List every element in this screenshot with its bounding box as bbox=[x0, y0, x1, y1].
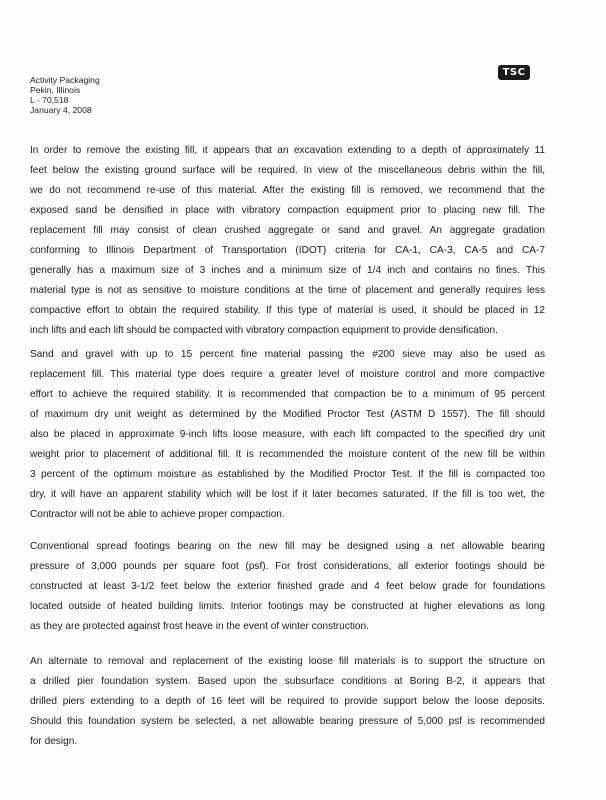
paragraph-drilled-piers bbox=[30, 652, 545, 752]
header-date: January 4, 2008 bbox=[30, 105, 92, 115]
paragraph-line: generally has a maximum size of 3 inches and a minimum size of 1/4 inch and contains no fines. This bbox=[30, 265, 545, 276]
header-location: Pekin, Illinois bbox=[30, 85, 81, 95]
paragraph-line: Should this foundation system be selected, a net allowable bearing pressure of 5,000 psf is recommended bbox=[30, 716, 545, 727]
letter-header bbox=[30, 75, 100, 115]
paragraph-line: weight prior to placement of additional fill. It is recommended the moisture content of the new fill be within bbox=[30, 449, 545, 460]
paragraph-line: 3 percent of the optimum moisture as established by the Modified Proctor Test. If the fill is compacted too bbox=[30, 469, 545, 480]
paragraph-line: feet below the existing ground surface will be required. In view of the miscellaneous debris within the fill, bbox=[30, 165, 545, 176]
paragraph-line: replacement fill may consist of clean crushed aggregate or sand and gravel. An aggregate gradation bbox=[30, 225, 545, 236]
paragraph-line: effort to achieve the required stability. It is recommended that compaction be to a minimum of 95 percent bbox=[30, 389, 545, 400]
paragraph-line: exposed sand be densified in place with vibratory compaction equipment prior to placing new fill. The bbox=[30, 205, 545, 216]
paragraph-line: inch lifts and each lift should be compacted with vibratory compaction equipment to provide densification. bbox=[30, 325, 498, 336]
paragraph-line: we do not recommend re-use of this material. After the existing fill is removed, we recommend that the bbox=[30, 185, 545, 196]
paragraph-line: conforming to Illinois Department of Transportation (IDOT) criteria for CA-1, CA-3, CA-5 and CA-7 bbox=[30, 245, 545, 256]
paragraph-line: Contractor will not be able to achieve proper compaction. bbox=[30, 509, 285, 520]
paragraph-line: compactive effort to obtain the required stability. If this type of material is used, it should be placed in 12 bbox=[30, 305, 545, 316]
paragraph-line: Sand and gravel with up to 15 percent fine material passing the #200 sieve may also be used as bbox=[30, 349, 545, 360]
paragraph-sand-gravel bbox=[30, 345, 545, 525]
paragraph-line: a drilled pier foundation system. Based upon the subsurface conditions at Boring B-2, it appears that bbox=[30, 676, 545, 687]
header-client: Activity Packaging bbox=[30, 75, 100, 85]
paragraph-line: drilled piers extending to a depth of 16 feet will be required to provide support below the loose deposits. bbox=[30, 696, 545, 707]
paragraph-line: located outside of heated building limits. Interior footings may be constructed at higher elevations as long bbox=[30, 601, 545, 612]
paragraph-line: of maximum dry unit weight as determined by the Modified Proctor Test (ASTM D 1557). The fill should bbox=[30, 409, 545, 420]
paragraph-line: material type is not as sensitive to moisture conditions at the time of placement and generally requires less bbox=[30, 285, 545, 296]
paragraph-fill-removal bbox=[30, 141, 545, 341]
paragraph-spread-footings bbox=[30, 537, 545, 637]
paragraph-line: dry, it will have an apparent stability which will be lost if it later becomes saturated. If the fill is too wet, the bbox=[30, 489, 545, 500]
paragraph-line: as they are protected against frost heave in the event of winter construction. bbox=[30, 621, 369, 632]
paragraph-line: In order to remove the existing fill, it appears that an excavation extending to a depth of approximately 11 bbox=[30, 145, 545, 156]
paragraph-line: An alternate to removal and replacement of the existing loose fill materials is to support the structure on bbox=[30, 656, 545, 667]
paragraph-line: replacement fill. This material type does require a greater level of moisture control and more compactive bbox=[30, 369, 545, 380]
paragraph-line: constructed at least 3-1/2 feet below the exterior finished grade and 4 feet below grade for foundations bbox=[30, 581, 545, 592]
paragraph-line: Conventional spread footings bearing on the new fill may be designed using a net allowable bearing bbox=[30, 541, 545, 552]
paragraph-line: pressure of 3,000 pounds per square foot (psf). For frost considerations, all exterior footings should be bbox=[30, 561, 545, 572]
paragraph-line: also be placed in approximate 9-inch lifts loose measure, with each lift compacted to the specified dry unit bbox=[30, 429, 545, 440]
header-project-number: L - 70,518 bbox=[30, 95, 69, 105]
paragraph-line: for design. bbox=[30, 736, 78, 747]
tsc-logo: TSC bbox=[498, 65, 530, 80]
